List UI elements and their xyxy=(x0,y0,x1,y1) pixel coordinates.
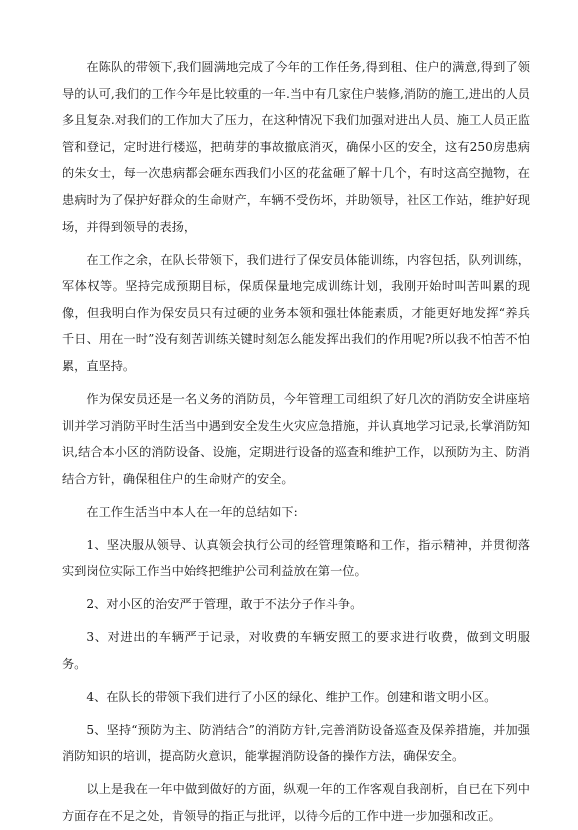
list-item-5: 5、坚持“预防为主、防消结合”的消防方针,完善消防设备巡查及保养措施，并加强消防知识的培训，提高防火意识，能掌握消防设备的操作方法，确保安全。 xyxy=(62,722,530,764)
paragraph-summary-heading: 在工作生活当中本人在一年的总结如下: xyxy=(86,504,298,519)
list-item-1: 1、坚决服从领导、认真领会执行公司的经管理策略和工作，指示精神，并贯彻落实到岗位实际工作当中始终把维护公司利益放在第一位。 xyxy=(62,537,530,579)
paragraph-training: 在工作之余，在队长带领下，我们进行了保安员体能训练，内容包括，队列训练，军体权等。坚持完成预期目标，保质保量地完成训练计划，我刚开始时叫苦叫累的现像，但我明白作为保安员只有过硬的业务本领和强壮体能素质，才能更好地发挥“养兵千日、用在一时”没有刻苦训练关键时刻怎么能发挥出我们的作用呢?所以我不怕苦不怕累，直坚持。 xyxy=(62,252,530,373)
list-item-4: 4、在队长的带领下我们进行了小区的绿化、维护工作。创建和谐文明小区。 xyxy=(86,689,497,704)
paragraph-intro: 在陈队的带领下,我们圆满地完成了今年的工作任务,得到租、住户的满意,得到了领导的认可,我们的工作今年是比较重的一年.当中有几家住户装修,消防的施工,进出的人员多且复杂.对我们的工作加大了压力，在这种情况下我们加强对进出人员、施工人员正监管和登记，定时进行楼巡，把萌芽的事故撤底消灭，确保小区的安全，这有250房患病的朱女士，每一次患病都会砸东西我们小区的花盆砸了解十几个，有时这高空抛物，在患病时为了保护好群众的生命财产，车辆不受伤坏，并助领导，社区工作站，维护好现场，并得到领导的表扬， xyxy=(62,60,530,234)
paragraph-fire-safety: 作为保安员还是一名义务的消防员，今年管理工司组织了好几次的消防安全讲座培训并学习消防平时生活当中遇到安全发生火灾应急措施，并认真地学习记录,长掌消防知识,结合本小区的消防设备、设施，定期进行设备的巡查和维护工作，以预防为主、防消结合方针，确保租住户的生命财产的安全。 xyxy=(62,391,530,486)
list-item-2: 2、对小区的治安严于管理，敢于不法分子作斗争。 xyxy=(86,597,363,612)
list-item-3: 3、对进出的车辆严于记录，对收费的车辆安照工的要求进行收费，做到文明服务。 xyxy=(62,630,530,671)
paragraph-conclusion: 以上是我在一年中做到做好的方面，纵观一年的工作客观自我剖析，自已在下列中方面存在不足之处，肯领导的指正与批评，以待今后的工作中进一步加强和改正。 xyxy=(62,782,530,823)
